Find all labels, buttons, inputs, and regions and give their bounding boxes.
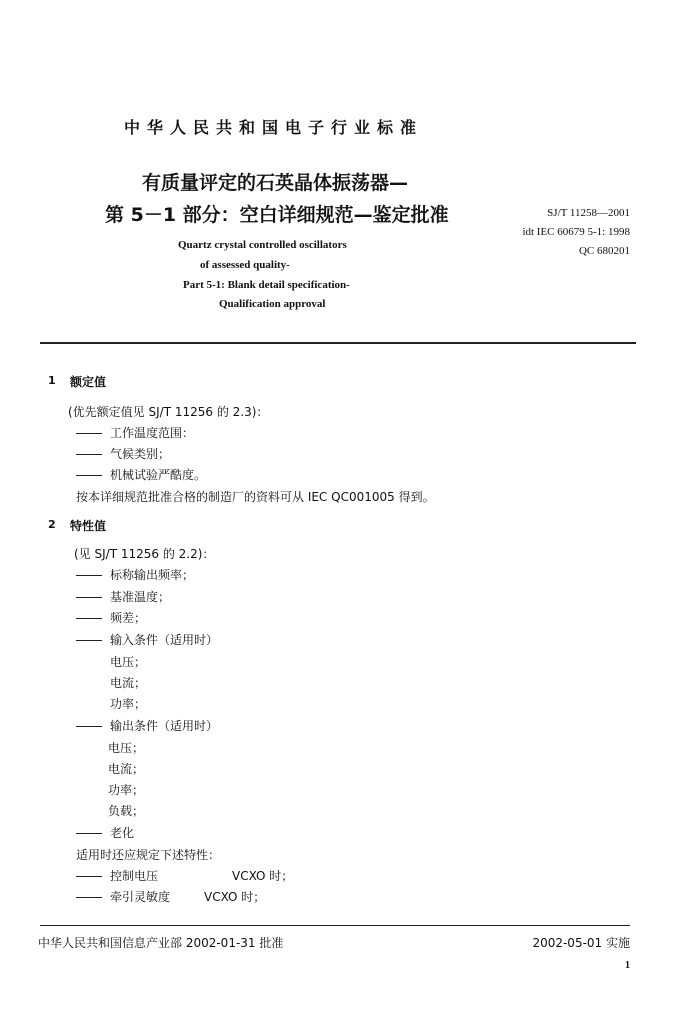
- sub-item: 电流；: [110, 676, 147, 690]
- dash-marker: [76, 876, 102, 877]
- section-1-number: 1: [48, 374, 56, 387]
- qc-code: QC 680201: [578, 245, 630, 257]
- section-1-intro: (优先额定值见 SJ/T 11256 的 2.3)：: [68, 405, 269, 419]
- sub-item: 功率；: [110, 697, 147, 711]
- list-item: 输出条件（适用时）: [76, 717, 218, 734]
- dash-marker: [76, 575, 102, 576]
- section-2-number: 2: [48, 518, 56, 531]
- list-item: 机械试验严酷度。: [76, 466, 206, 483]
- list-item-condition: VCXO 时；: [204, 890, 266, 904]
- list-item: 基准温度；: [76, 588, 170, 605]
- list-item: 老化: [76, 824, 134, 841]
- section-2-title: 特性值: [70, 519, 107, 533]
- footer-divider: [40, 925, 630, 926]
- implementation-date: 2002-05-01 实施: [532, 936, 630, 950]
- list-item: 控制电压: [76, 867, 158, 884]
- list-item: 标称输出频率；: [76, 566, 194, 583]
- approval-statement: 中华人民共和国信息产业部 2002-01-31 批准: [38, 936, 284, 950]
- sub-item: 电压；: [108, 741, 145, 755]
- english-title-line-2: of assessed quality-: [200, 259, 290, 271]
- document-title-line-1: 有质量评定的石英晶体振荡器—: [142, 172, 409, 194]
- iec-equivalence-code: idt IEC 60679 5-1: 1998: [522, 226, 630, 238]
- section-2-intro: (见 SJ/T 11256 的 2.2)：: [74, 547, 215, 561]
- dash-marker: [76, 833, 102, 834]
- dash-marker: [76, 475, 102, 476]
- vcxo-intro: 适用时还应规定下述特性：: [76, 848, 221, 862]
- sub-item: 电流；: [108, 762, 145, 776]
- header-divider: [40, 342, 636, 344]
- dash-marker: [76, 433, 102, 434]
- sub-item: 电压；: [110, 655, 147, 669]
- list-item: 输入条件（适用时）: [76, 631, 218, 648]
- sub-item: 负载；: [108, 804, 145, 818]
- section-1-title: 额定值: [70, 375, 107, 389]
- english-title-line-3: Part 5-1: Blank detail specification-: [183, 279, 350, 291]
- dash-marker: [76, 726, 102, 727]
- list-item: 工作温度范围：: [76, 424, 194, 441]
- dash-marker: [76, 640, 102, 641]
- english-title-line-4: Qualification approval: [219, 298, 326, 310]
- list-item-condition: VCXO 时；: [232, 869, 294, 883]
- sub-item: 功率；: [108, 783, 145, 797]
- list-item: 牵引灵敏度: [76, 888, 170, 905]
- dash-marker: [76, 897, 102, 898]
- section-1-note: 按本详细规范批准合格的制造厂的资料可从 IEC QC001005 得到。: [76, 490, 435, 504]
- standard-category-title: 中华人民共和国电子行业标准: [124, 118, 424, 137]
- page-number: 1: [625, 960, 630, 971]
- list-item: 气候类别；: [76, 445, 170, 462]
- dash-marker: [76, 597, 102, 598]
- dash-marker: [76, 618, 102, 619]
- english-title-line-1: Quartz crystal controlled oscillators: [178, 239, 347, 251]
- dash-marker: [76, 454, 102, 455]
- standard-code: SJ/T 11258—2001: [547, 207, 630, 219]
- list-item: 频差；: [76, 609, 146, 626]
- document-title-line-2: 第 5－1 部分：空白详细规范—鉴定批准: [105, 204, 449, 226]
